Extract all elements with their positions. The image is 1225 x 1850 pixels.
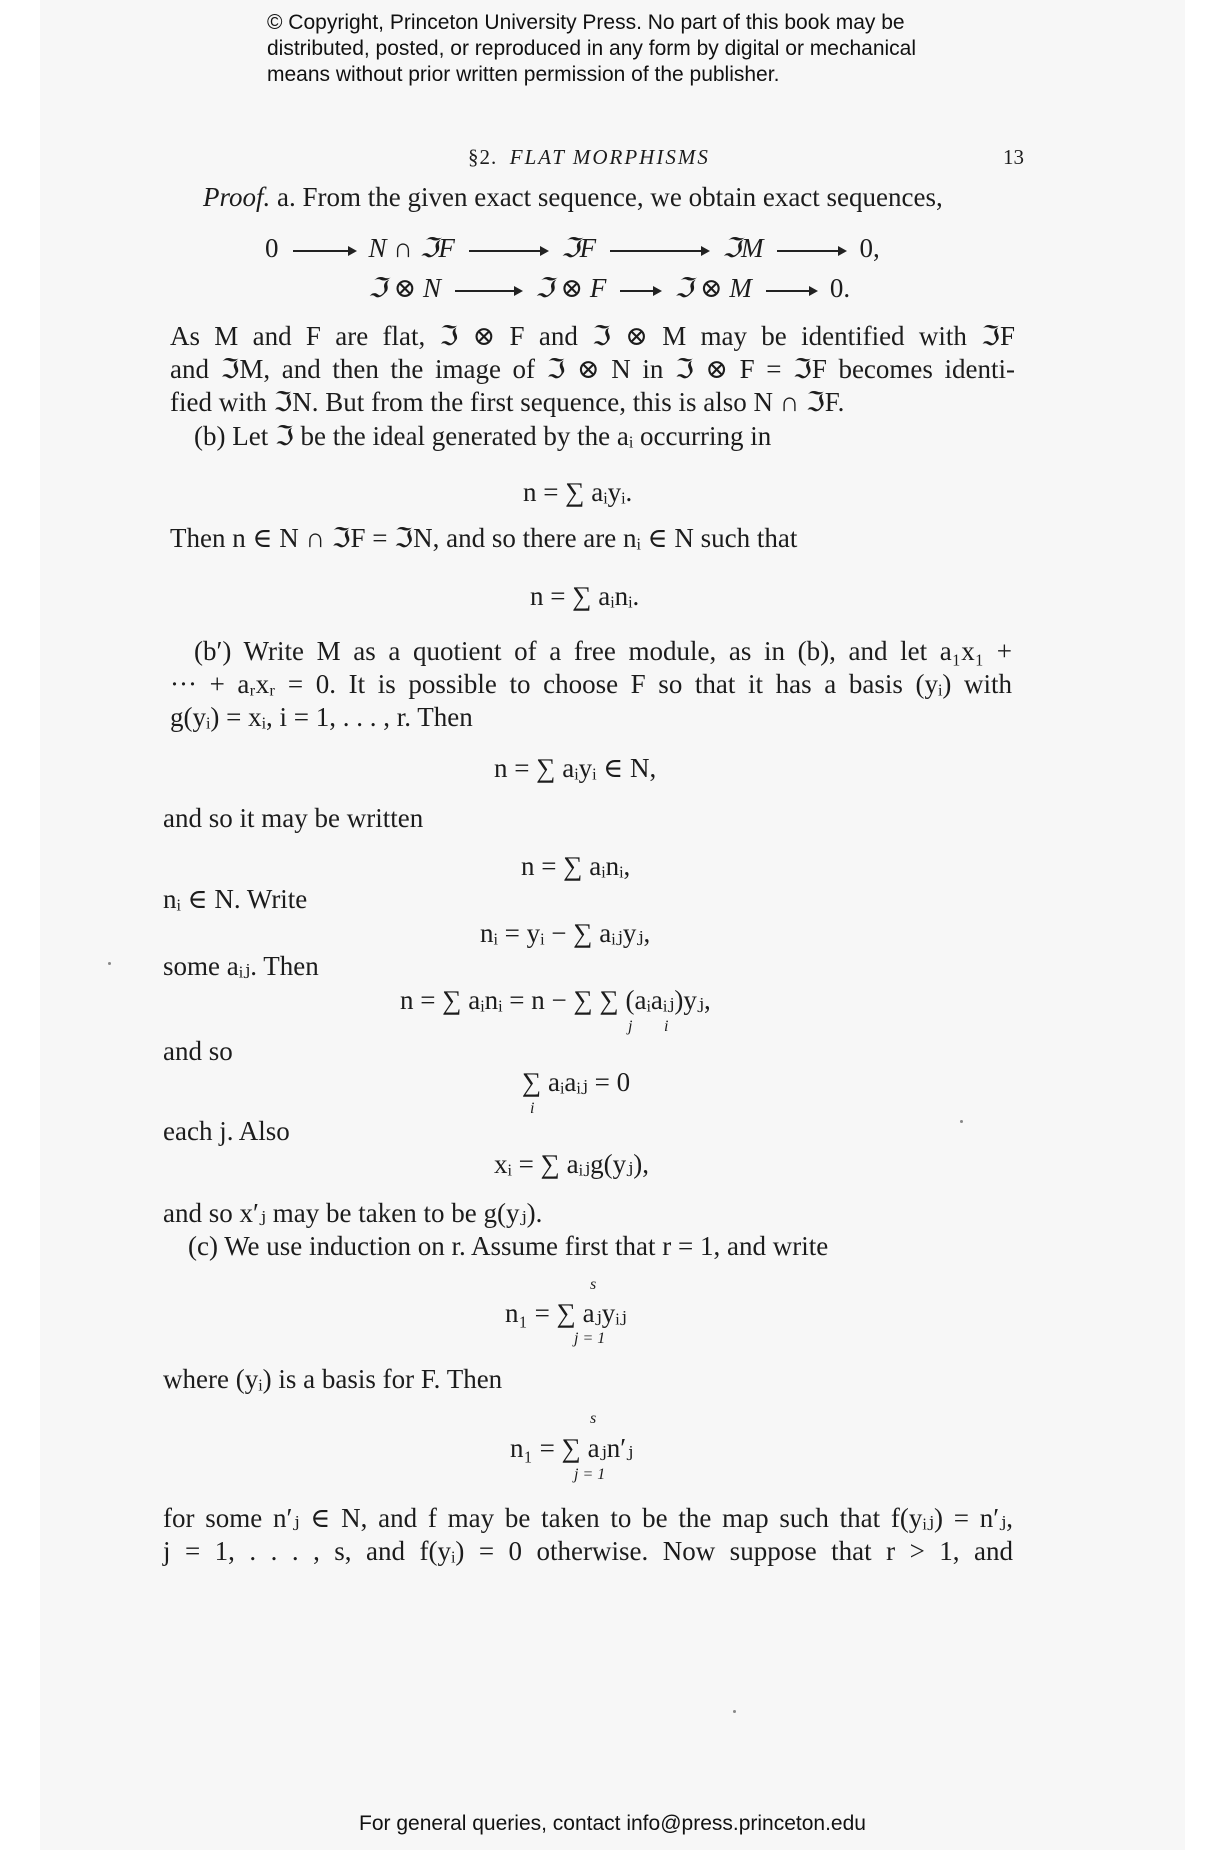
sum-limit: j — [628, 1018, 633, 1035]
equation: n = ∑ aᵢnᵢ = n − ∑ ∑ (aᵢaᵢⱼ)yⱼ, — [400, 985, 711, 1015]
paragraph-line: for some n′ⱼ ∈ N, and f may be taken to be the map such that f(yᵢⱼ) = n′ⱼ, — [163, 1503, 1013, 1533]
footer-contact: For general queries, contact info@press.princeton.edu — [359, 1812, 866, 1835]
seq-term: ℑ ⊗ N — [368, 273, 441, 303]
paragraph-line: (b) Let ℑ be the ideal generated by the aᵢ occurring in — [194, 421, 772, 451]
equation: n = ∑ aᵢyᵢ. — [523, 477, 633, 507]
sum-limit: j = 1 — [574, 1466, 606, 1483]
exact-sequence-1 — [265, 232, 880, 264]
scan-speck — [733, 1710, 736, 1713]
paragraph-line: and so x′ⱼ may be taken to be g(yⱼ). — [163, 1198, 543, 1228]
proof-intro — [203, 181, 943, 213]
equation: xᵢ = ∑ aᵢⱼg(yⱼ), — [494, 1149, 650, 1179]
seq-term: ℑM — [722, 233, 764, 263]
equation: nᵢ = yᵢ − ∑ aᵢⱼyⱼ, — [480, 918, 651, 948]
seq-term: ℑ ⊗ M — [674, 273, 752, 303]
arrow-icon — [620, 290, 660, 292]
paragraph-line: nᵢ ∈ N. Write — [163, 884, 308, 914]
sum-limit: j = 1 — [574, 1330, 606, 1347]
seq-term: 0, — [859, 233, 880, 263]
arrow-icon — [469, 250, 547, 252]
paragraph-line: (c) We use induction on r. Assume first that r = 1, and write — [188, 1231, 829, 1261]
proof-text: a. From the given exact sequence, we obtain exact sequences, — [270, 182, 943, 212]
equation: n = ∑ aᵢyᵢ ∈ N, — [494, 753, 657, 783]
paragraph-line: each j. Also — [163, 1116, 290, 1146]
exact-sequence-2 — [368, 272, 850, 304]
seq-term: 0. — [829, 273, 851, 303]
paragraph-line: and ℑM, and then the image of ℑ ⊗ N in ℑ ⊗ F = ℑF becomes identi- — [170, 354, 1015, 384]
arrow-icon — [455, 290, 521, 292]
seq-term: 0 — [265, 233, 279, 263]
paragraph-line: and so — [163, 1036, 233, 1066]
paragraph-line: Then n ∈ N ∩ ℑF = ℑN, and so there are nᵢ ∈ N such that — [170, 523, 798, 553]
arrow-icon — [293, 250, 355, 252]
running-header — [0, 145, 1225, 175]
paragraph-line: and so it may be written — [163, 803, 424, 833]
section-mark: §2. — [468, 145, 498, 169]
seq-term: ℑ ⊗ F — [534, 273, 607, 303]
paragraph-line: where (yᵢ) is a basis for F. Then — [163, 1364, 503, 1394]
page-number: 13 — [1003, 145, 1024, 169]
paragraph-line: As M and F are flat, ℑ ⊗ F and ℑ ⊗ M may be identified with ℑF — [170, 321, 1015, 351]
copyright-line: means without prior written permission of the publisher. — [267, 63, 780, 86]
running-title — [468, 145, 710, 170]
arrow-icon — [766, 290, 816, 292]
arrow-icon — [610, 250, 708, 252]
arrow-icon — [777, 250, 845, 252]
seq-term: N ∩ ℑF — [368, 233, 455, 263]
copyright-notice — [267, 10, 1027, 88]
proof-label: Proof. — [203, 182, 271, 212]
paragraph-line: ··· + aᵣxᵣ = 0. It is possible to choose F so that it has a basis (yᵢ) with — [170, 669, 1012, 699]
copyright-line: © Copyright, Princeton University Press. No part of this book may be — [267, 11, 905, 34]
sum-limit: i — [664, 1018, 669, 1035]
equation: n = ∑ aᵢnᵢ, — [521, 851, 631, 881]
chapter-title: FLAT MORPHISMS — [509, 145, 710, 169]
equation: n₁ = ∑ aⱼn′ⱼ — [510, 1433, 634, 1463]
paragraph-line: some aᵢⱼ. Then — [163, 951, 319, 981]
equation: n = ∑ aᵢnᵢ. — [530, 581, 640, 611]
copyright-line: distributed, posted, or reproduced in any form by digital or mechanical — [267, 37, 917, 60]
equation: n₁ = ∑ aⱼyᵢⱼ — [505, 1298, 627, 1328]
sum-limit: s — [590, 1276, 597, 1293]
scan-speck — [108, 962, 111, 965]
paragraph-line: g(yᵢ) = xᵢ, i = 1, . . . , r. Then — [170, 702, 473, 732]
paragraph-line: (b′) Write M as a quotient of a free module, as in (b), and let a₁x₁ + — [194, 636, 1012, 666]
paragraph-line: j = 1, . . . , s, and f(yᵢ) = 0 otherwise. Now suppose that r > 1, and — [163, 1536, 1013, 1566]
seq-term: ℑF — [560, 233, 597, 263]
scan-speck — [960, 1120, 963, 1123]
equation: ∑ aᵢaᵢⱼ = 0 — [522, 1067, 631, 1097]
sum-limit: s — [590, 1410, 597, 1427]
paragraph-line: fied with ℑN. But from the first sequence, this is also N ∩ ℑF. — [170, 387, 845, 417]
sum-limit: i — [530, 1100, 535, 1117]
